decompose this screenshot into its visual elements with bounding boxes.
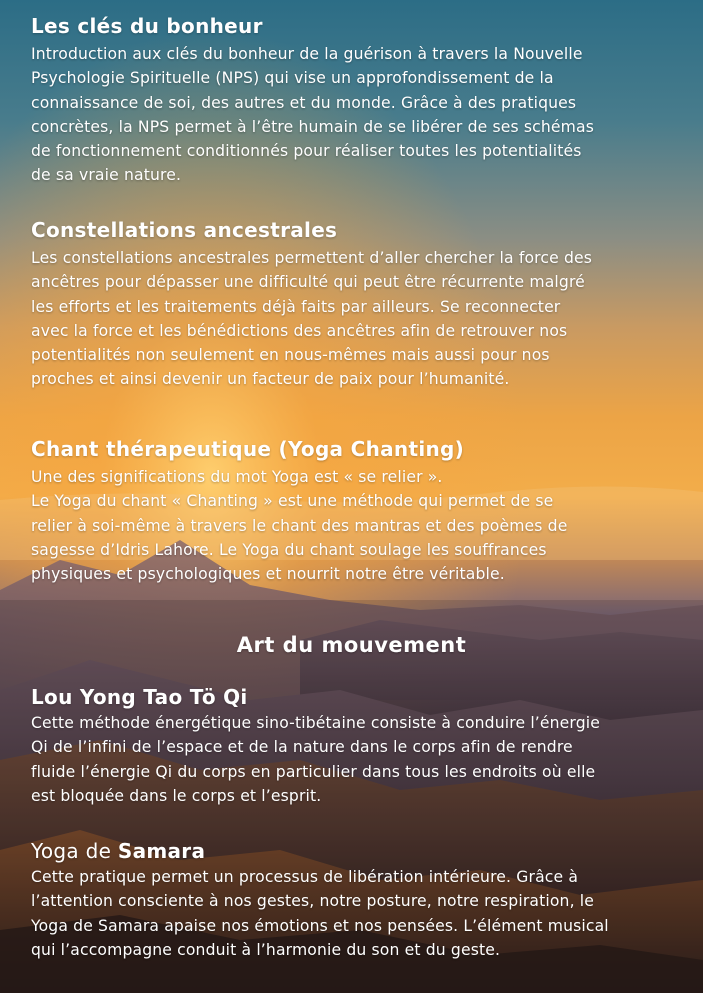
section-body (31, 246, 691, 392)
section-yoga-samara (31, 839, 691, 962)
text-line: avec la force et les bénédictions des ancêtres afin de retrouver nos (31, 321, 568, 340)
text-line: l’attention consciente à nos gestes, notre posture, notre respiration, le (31, 892, 595, 911)
text-line: qui l’accompagne conduit à l’harmonie du son et du geste. (31, 940, 501, 959)
text-line: Le Yoga du chant « Chanting » est une méthode qui permet de se (31, 492, 554, 511)
section-constellations (31, 218, 691, 392)
text-line: sagesse d’Idris Lahore. Le Yoga du chant soulage les souffrances (31, 540, 547, 559)
text-line: fluide l’énergie Qi du corps en particulier dans tous les endroits où elle (31, 762, 596, 781)
text-line: Qi de l’infini de l’espace et de la nature dans le corps afin de rendre (31, 738, 573, 757)
section-body (31, 865, 691, 962)
section-title: Constellations ancestrales (31, 218, 338, 242)
section-title: Les clés du bonheur (31, 14, 263, 38)
text-line: Cette pratique permet un processus de libération intérieure. Grâce à (31, 868, 579, 886)
text-line: connaissance de soi, des autres et du monde. Grâce à des pratiques (31, 93, 577, 112)
text-line: ancêtres pour dépasser une difficulté qui peut être récurrente malgré (31, 273, 585, 292)
section-cles-du-bonheur (31, 14, 691, 188)
section-chant-therapeutique (31, 437, 691, 586)
text-line: concrètes, la NPS permet à l’être humain de se libérer de ses schémas (31, 117, 594, 136)
section-title: Lou Yong Tao Tö Qi (31, 685, 248, 709)
section-title: Chant thérapeutique (Yoga Chanting) (31, 437, 465, 461)
section-body (31, 42, 691, 188)
section-body (31, 711, 691, 808)
text-line: Introduction aux clés du bonheur de la guérison à travers la Nouvelle (31, 45, 583, 63)
text-line: Yoga de Samara apaise nos émotions et nos pensées. L’élément musical (31, 916, 609, 935)
text-line: les efforts et les traitements déjà faits par ailleurs. Se reconnecter (31, 297, 561, 316)
text-line: est bloquée dans le corps et l’esprit. (31, 786, 322, 805)
movement-title: Art du mouvement (236, 633, 467, 657)
title-bold: Samara (117, 839, 206, 863)
text-line: de fonctionnement conditionnés pour réaliser toutes les potentialités (31, 142, 582, 161)
text-line: relier à soi-même à travers le chant des mantras et des poèmes de (31, 516, 568, 535)
text-line: Cette méthode énergétique sino-tibétaine consiste à conduire l’énergie (31, 714, 600, 732)
text-line: proches et ainsi devenir un facteur de paix pour l’humanité. (31, 370, 510, 389)
text-line: physiques et psychologiques et nourrit notre être véritable. (31, 565, 505, 584)
text-line: potentialités non seulement en nous-mêmes mais aussi pour nos (31, 346, 550, 365)
text-line: de sa vraie nature. (31, 166, 182, 185)
section-lou-yong (31, 685, 691, 808)
title-prefix: Yoga de (31, 839, 118, 863)
section-body (31, 465, 691, 586)
text-line: Psychologie Spirituelle (NPS) qui vise un approfondissement de la (31, 69, 554, 88)
section-title (31, 839, 691, 863)
text-line: Une des significations du mot Yoga est « se relier ». (31, 468, 443, 486)
text-line: Les constellations ancestrales permettent d’aller chercher la force des (31, 249, 593, 267)
